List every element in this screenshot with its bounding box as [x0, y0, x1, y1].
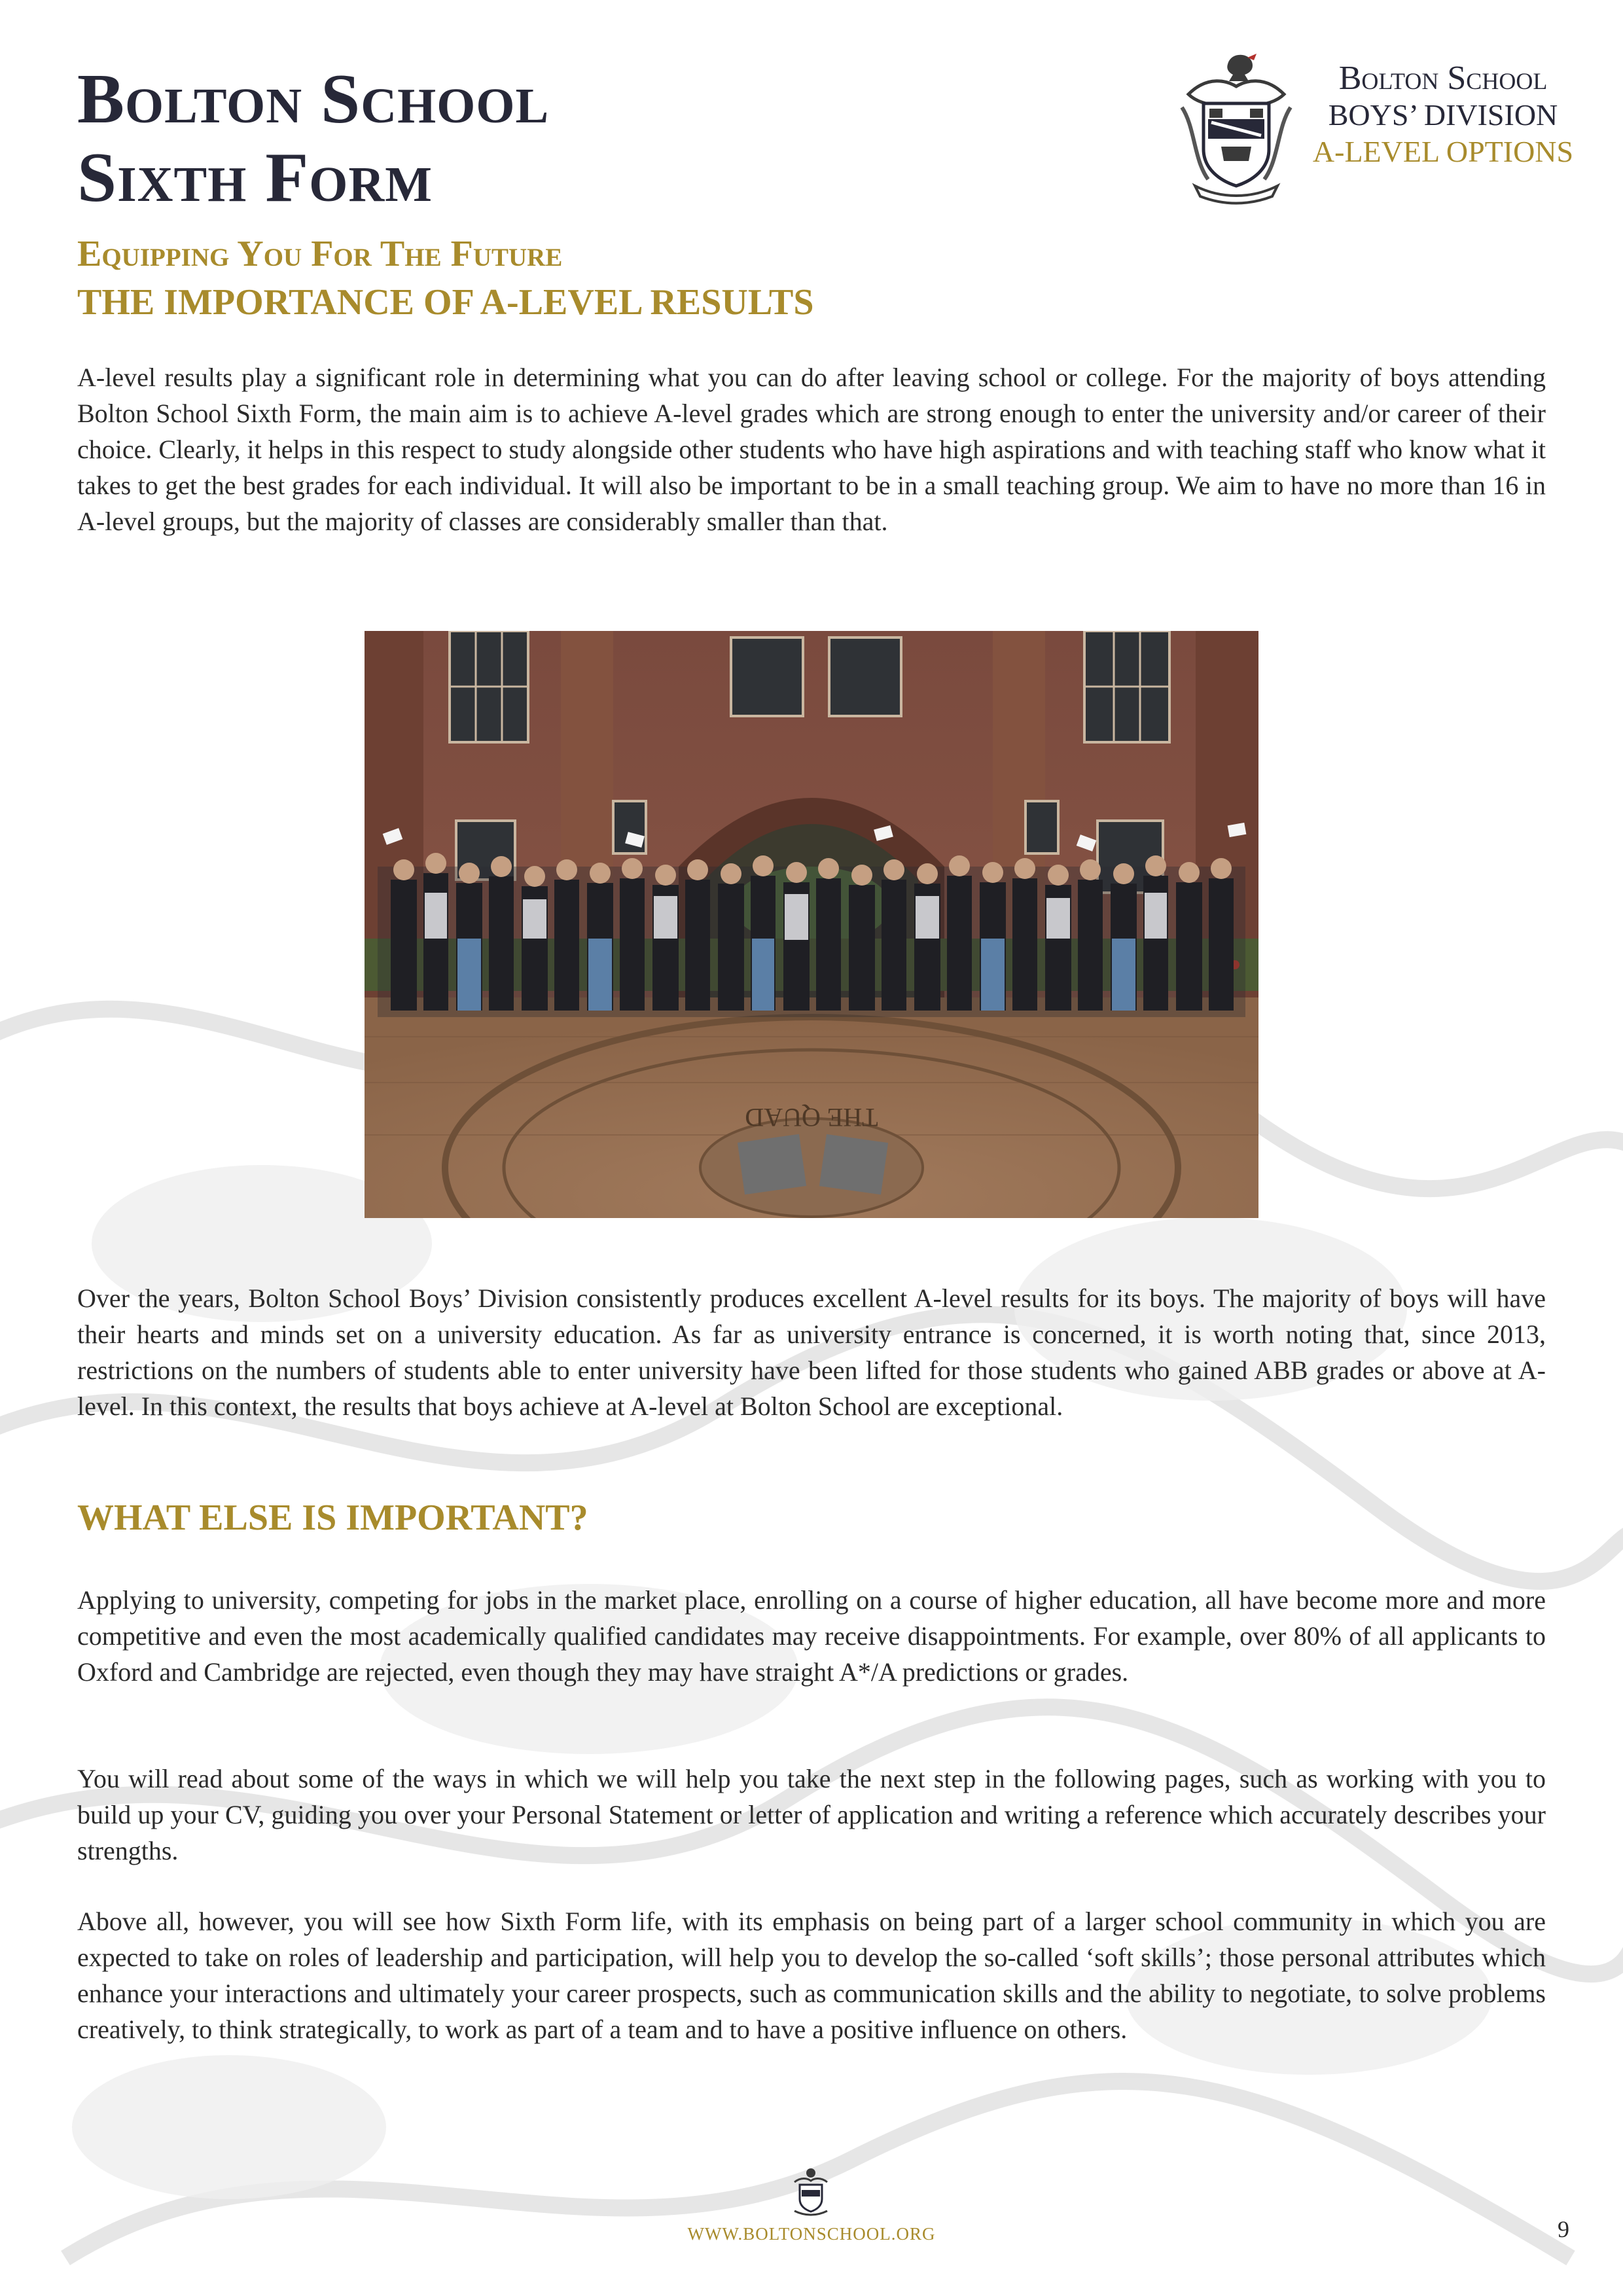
header-school-name: Bolton School: [1338, 60, 1548, 97]
paragraph-results-over-years: Over the years, Bolton School Boys’ Division consistently produces excellent A-level results for its boys. The majority of boys will have their hearts and minds set on a university education. As far as university entrance is concerned, it is worth noting that, since 2013, restrictions on the numbers of students able to enter university have been lifted for those students who gained ABB grades or above at A-level. In this context, the results that boys achieve at A-level at Bolton School are exceptional.: [77, 1283, 1546, 1421]
page-title: [77, 60, 549, 217]
footer-website-link[interactable]: WWW.BOLTONSCHOOL.ORG: [687, 2224, 936, 2244]
paragraph-competition: Applying to university, competing for jobs in the market place, enrolling on a course of higher education, all have become more and more competitive and even the most academically qualified candidates may receive disappointments. For example, over 80% of all applicants to Oxford and Cambridge are rejected, even though they may have straight A*/A predictions or grades.: [77, 1585, 1546, 1687]
title-line-1: Bolton School: [77, 60, 550, 138]
paragraph-alevel-results: A-level results play a significant role in determining what you can do after leaving school or college. For the majority of boys attending Bolton School Sixth Form, the main aim is to achieve A-level grades which are strong enough to enter the university and/or career of their choice. Clearly, it helps in this respect to study alongside other students who have high aspirations and with teaching staff who know what it takes to get the best grades for each individual. It will also be important to be in a small teaching group. We aim to have no more than 16 in A-level groups, but the majority of classes are considerably smaller than that.: [77, 363, 1546, 536]
section-heading-what-else: WHAT ELSE IS IMPORTANT?: [77, 1498, 588, 1538]
paragraph-next-step: You will read about some of the ways in which we will help you take the next step in the following pages, such as working with you to build up your CV, guiding you over your Personal Statement or letter of application and writing a reference which accurately describes your strengths.: [77, 1764, 1546, 1865]
header-school-division: [1306, 60, 1580, 170]
header-section: A-LEVEL OPTIONS: [1312, 135, 1574, 168]
students-photo: [365, 631, 1258, 1218]
title-line-2: Sixth Form: [77, 139, 433, 217]
page-number: 9: [1558, 2216, 1569, 2242]
paragraph-soft-skills: Above all, however, you will see how Sixth Form life, with its emphasis on being part of a larger school community in which you are expected to take on roles of leadership and participation, will help you to develop the so-called ‘soft skills’; those personal attributes which enhance your interactions and ultimately your career prospects, such as communication skills and the ability to negotiate, to solve problems creatively, to think strategically, to work as part of a team and to have a positive influence on others.: [77, 1907, 1546, 2044]
section-heading-importance: THE IMPORTANCE OF A-LEVEL RESULTS: [77, 282, 814, 323]
header-division: BOYS’ DIVISION: [1328, 98, 1558, 132]
footer-crest-icon: [791, 2166, 831, 2216]
plaque-lettering: THE QUAD: [745, 1103, 878, 1132]
school-crest-icon: [1175, 48, 1297, 206]
section-subtitle: Equipping You For The Future: [77, 234, 563, 274]
